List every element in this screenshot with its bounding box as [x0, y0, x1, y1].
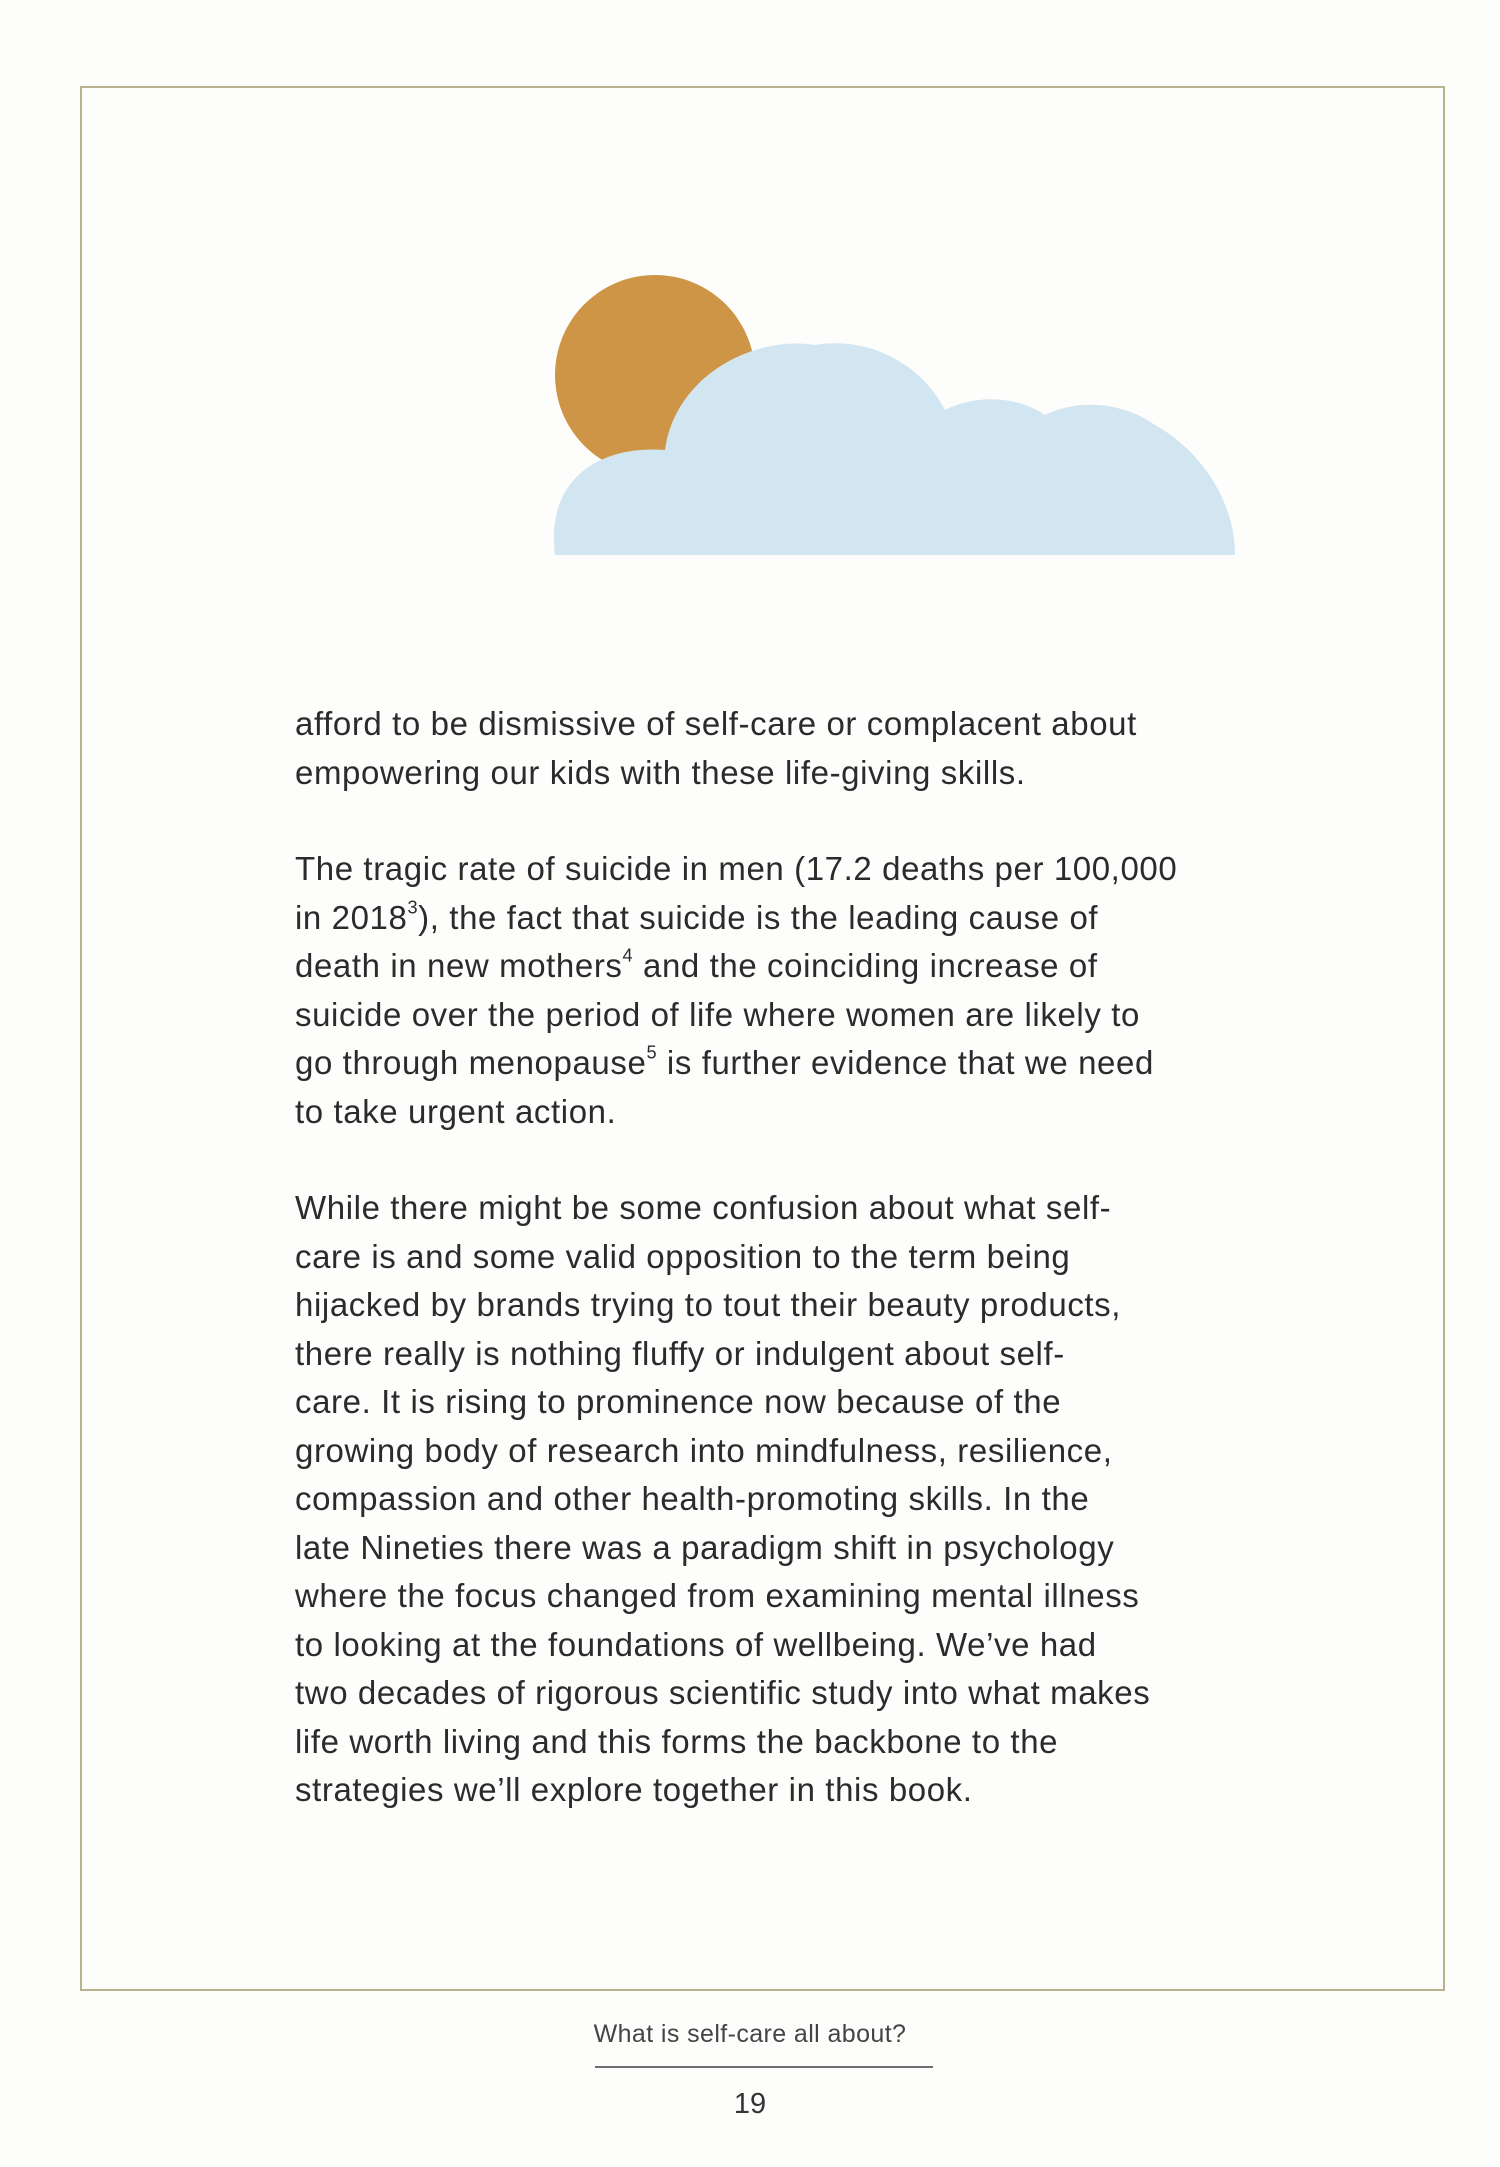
footnote-ref: 3: [407, 897, 419, 918]
text-line: suicide over the period of life where women are likely to: [295, 995, 1140, 1033]
text-line: empowering our kids with these life-giving skills.: [295, 753, 1026, 791]
text-line: strategies we’ll explore together in this book.: [295, 1771, 973, 1808]
sun-behind-cloud-icon: [545, 275, 1245, 575]
paragraph-3: [295, 1184, 1255, 1815]
text-line: hijacked by brands trying to tout their beauty products,: [295, 1286, 1122, 1323]
text-line: late Nineties there was a paradigm shift in psychology: [295, 1528, 1115, 1566]
text-line: The tragic rate of suicide in men (17.2 deaths per 100,000: [295, 850, 1178, 887]
paragraph-2: [295, 845, 1255, 1136]
text-line: and the coinciding increase of: [633, 947, 1098, 984]
text-line: care is and some valid opposition to the term being: [295, 1237, 1071, 1275]
footnote-ref: 4: [622, 945, 634, 966]
text-line: afford to be dismissive of self-care or complacent about: [295, 705, 1137, 742]
footer-divider: [595, 2066, 933, 2068]
body-text: [295, 700, 1255, 1863]
text-line: two decades of rigorous scientific study into what makes: [295, 1674, 1151, 1711]
footnote-ref: 5: [646, 1042, 658, 1063]
paragraph-1: [295, 700, 1255, 797]
text-line: While there might be some confusion about what self-: [295, 1189, 1112, 1226]
text-line: death in new mothers: [295, 947, 623, 984]
page-number: 19: [733, 2088, 767, 2120]
text-line: there really is nothing fluffy or indulgent about self-: [295, 1334, 1065, 1372]
text-line: in 2018: [295, 898, 408, 936]
text-line: to looking at the foundations of wellbeing. We’ve had: [295, 1625, 1097, 1663]
running-footer-title: What is self-care all about?: [593, 2020, 907, 2048]
text-line: to take urgent action.: [295, 1092, 617, 1130]
text-line: growing body of research into mindfulness, resilience,: [295, 1431, 1113, 1469]
text-line: go through menopause: [295, 1044, 647, 1081]
text-line: is further evidence that we need: [657, 1044, 1154, 1081]
text-line: where the focus changed from examining mental illness: [295, 1577, 1140, 1614]
text-line: ), the fact that suicide is the leading cause of: [418, 898, 1099, 936]
text-line: compassion and other health-promoting skills. In the: [295, 1480, 1090, 1517]
text-line: life worth living and this forms the backbone to the: [295, 1722, 1059, 1760]
text-line: care. It is rising to prominence now because of the: [295, 1383, 1062, 1420]
